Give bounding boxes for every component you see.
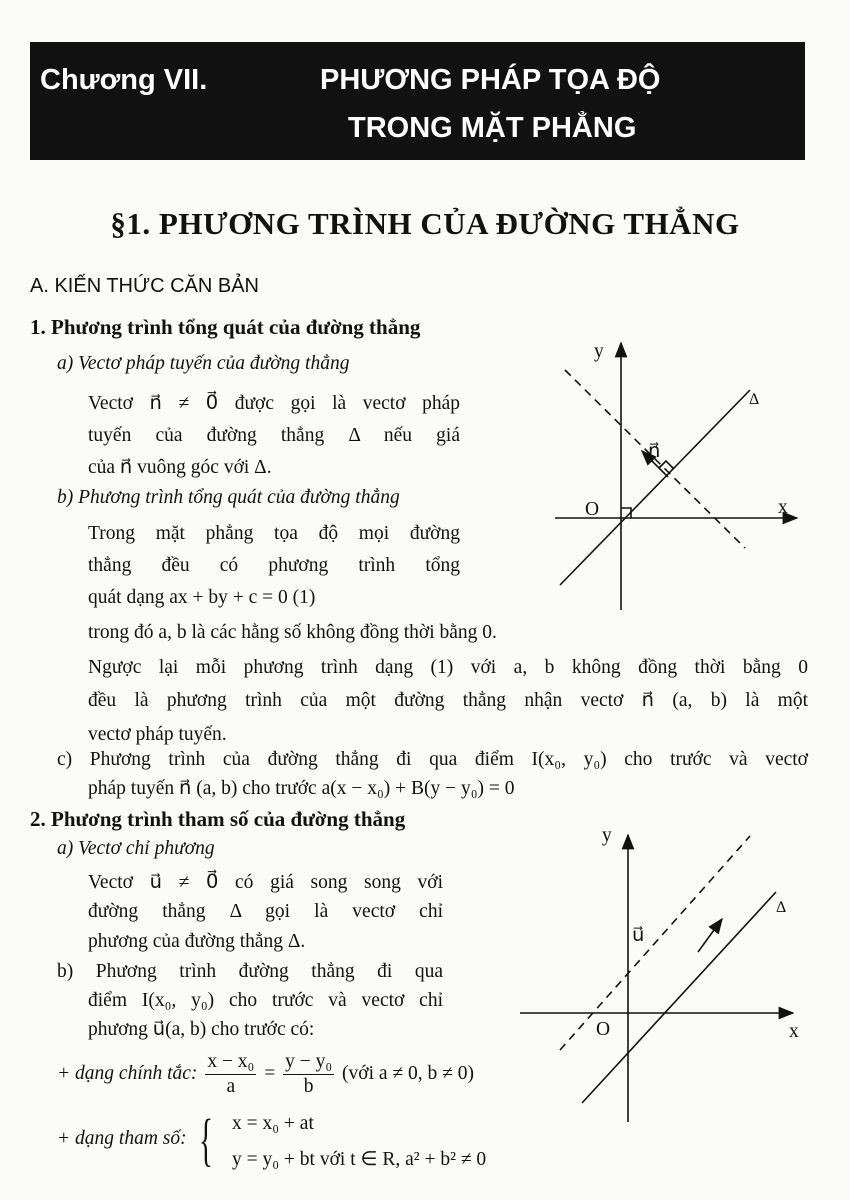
para-line: phương u⃗(a, b) cho trước có: bbox=[88, 1019, 315, 1040]
line-delta bbox=[582, 892, 776, 1103]
heading-2: 2. Phương trình tham số của đường thẳng bbox=[30, 807, 406, 831]
para-line: đều là phương trình của một đường thẳng nhận vectơ n⃗ (a, b) là một bbox=[88, 690, 808, 711]
fig1-x-label: x bbox=[778, 497, 788, 518]
chapter-title-line2: TRONG MẶT PHẲNG bbox=[348, 112, 637, 144]
para-line: trong đó a, b là các hằng số không đồng thời bằng 0. bbox=[88, 622, 497, 643]
equals: = bbox=[264, 1062, 276, 1084]
fig2-origin-label: O bbox=[596, 1019, 611, 1040]
figure-direction-vector bbox=[520, 835, 793, 1122]
para-line: pháp tuyến n⃗ (a, b) cho trước a(x − x₀) + B(y − y₀) = 0 bbox=[88, 778, 515, 799]
param-line: y = y₀ + bt với t ∈ R, a² + b² ≠ 0 bbox=[232, 1149, 487, 1170]
para-line: Ngược lại mỗi phương trình dạng (1) với a, b không đồng thời bằng 0 bbox=[88, 657, 808, 678]
numerator: x − x₀ bbox=[205, 1050, 256, 1075]
numerator: y − y₀ bbox=[283, 1050, 334, 1075]
para-line: tuyến của đường thẳng Δ nếu giá bbox=[88, 425, 460, 446]
canonical-condition: (với a ≠ 0, b ≠ 0) bbox=[342, 1062, 474, 1084]
fig2-x-label: x bbox=[789, 1021, 799, 1042]
heading-1: 1. Phương trình tổng quát của đường thẳng bbox=[30, 315, 421, 339]
para-line: Vectơ u⃗ ≠ 0⃗ có giá song song với bbox=[88, 872, 443, 893]
part-heading: A. KIẾN THỨC CĂN BẢN bbox=[30, 275, 259, 297]
subheading-1a: a) Vectơ pháp tuyến của đường thẳng bbox=[57, 353, 350, 374]
para-line: của n⃗ vuông góc với Δ. bbox=[88, 457, 272, 478]
para-line: c) Phương trình của đường thẳng đi qua điểm I(x₀, y₀) cho trước và vectơ bbox=[57, 749, 808, 770]
fig1-delta-label: Δ bbox=[749, 391, 760, 408]
para-line: điểm I(x₀, y₀) cho trước và vectơ chỉ bbox=[88, 990, 443, 1011]
dashed-parallel-line bbox=[560, 836, 750, 1050]
param-label: + dạng tham số: bbox=[57, 1128, 187, 1149]
canonical-label: + dạng chính tắc: bbox=[57, 1062, 198, 1084]
fig1-y-label: y bbox=[594, 341, 604, 362]
fig2-y-label: y bbox=[602, 825, 612, 846]
line-delta bbox=[560, 390, 750, 585]
fig1-n-label: n⃗ bbox=[648, 441, 661, 462]
para-line: b) Phương trình đường thẳng đi qua bbox=[57, 961, 443, 982]
figure-normal-vector bbox=[555, 343, 797, 610]
subheading-1b: b) Phương trình tổng quát của đường thẳng bbox=[57, 487, 400, 508]
para-line: vectơ pháp tuyến. bbox=[88, 724, 227, 745]
right-angle-mark bbox=[659, 461, 674, 469]
direction-vector bbox=[698, 919, 722, 952]
fig2-u-label: u⃗ bbox=[632, 925, 645, 946]
denominator: b bbox=[303, 1076, 314, 1097]
para-line: phương của đường thẳng Δ. bbox=[88, 931, 306, 952]
param-line: x = x₀ + at bbox=[232, 1113, 314, 1134]
chapter-label: Chương VII. bbox=[40, 64, 208, 96]
fig1-origin-label: O bbox=[585, 499, 600, 520]
para-line: quát dạng ax + by + c = 0 (1) bbox=[88, 587, 316, 608]
chapter-title-line1: PHƯƠNG PHÁP TỌA ĐỘ bbox=[320, 64, 661, 96]
brace: { bbox=[198, 1106, 213, 1172]
fig2-delta-label: Δ bbox=[776, 899, 787, 916]
para-line: Vectơ n⃗ ≠ 0⃗ được gọi là vectơ pháp bbox=[88, 393, 460, 414]
para-line: đường thẳng Δ gọi là vectơ chỉ bbox=[88, 901, 443, 922]
denominator: a bbox=[226, 1076, 236, 1097]
section-title: §1. PHƯƠNG TRÌNH CỦA ĐƯỜNG THẲNG bbox=[110, 206, 740, 241]
para-line: Trong mặt phẳng tọa độ mọi đường bbox=[88, 523, 460, 544]
subheading-2a: a) Vectơ chỉ phương bbox=[57, 838, 215, 859]
para-line: thẳng đều có phương trình tổng bbox=[88, 555, 460, 576]
